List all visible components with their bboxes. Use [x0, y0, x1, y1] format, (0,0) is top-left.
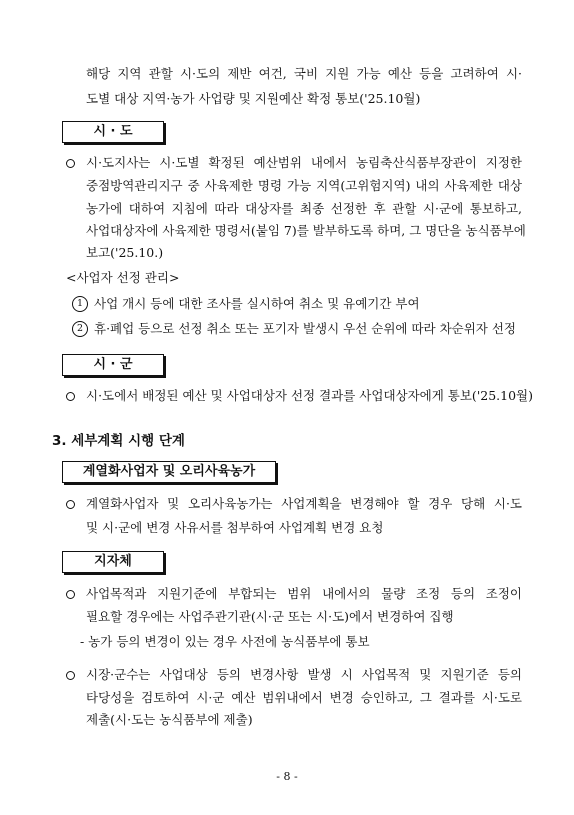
section-box-farm: 계열화사업자 및 오리사육농가	[62, 461, 276, 483]
sido-para-line-4: 사업대상자에 사육제한 명령서(붙임 7)를 발부하도록 하며, 그 명단을 농식품부에	[86, 223, 526, 238]
section-box-sigun: 시 · 군	[62, 354, 164, 376]
selection-item-2: 휴·폐업 등으로 선정 취소 또는 포기자 발생시 우선 순위에 따라 차순위자 선정	[94, 321, 517, 336]
section-3-title: 3. 세부계획 시행 단계	[52, 433, 185, 449]
sido-para-line-5: 보고('25.10.)	[86, 245, 164, 260]
farm-para-line-2: 및 시·군에 변경 사유서를 첨부하여 사업계획 변경 요청	[86, 520, 384, 535]
section-box-local: 지자체	[62, 551, 164, 573]
circle-bullet-icon	[66, 671, 75, 680]
section-box-sido: 시 · 도	[62, 121, 164, 143]
farm-para-line-1: 계열화사업자 및 오리사육농가는 사업계획을 변경해야 할 경우 당해 시·도	[86, 496, 522, 511]
local-para1-line-1: 사업목적과 지원기준에 부합되는 범위 내에서의 물량 조정 등의 조정이	[86, 586, 522, 601]
circle-bullet-icon	[66, 159, 75, 168]
circle-bullet-icon	[66, 500, 75, 509]
number-circle-2-icon: 2	[72, 321, 88, 337]
local-para1-line-2: 필요할 경우에는 사업주관기관(시·군 또는 시·도)에서 변경하여 집행	[86, 609, 454, 624]
sido-para-line-1: 시·도지사는 시·도별 확정된 예산범위 내에서 농림축산식품부장관이 지정한	[86, 155, 522, 170]
sigun-para: 시·도에서 배정된 예산 및 사업대상자 선정 결과를 사업대상자에게 통보('25.10월)	[86, 388, 533, 403]
local-para2-line-1: 시장·군수는 사업대상 등의 변경사항 발생 시 사업목적 및 지원기준 등의	[86, 667, 522, 682]
circle-bullet-icon	[66, 590, 75, 599]
sido-para-line-3: 농가에 대하여 지침에 따라 대상자를 최종 선정한 후 관할 시·군에 통보하고,	[86, 201, 522, 216]
local-para2-line-3: 제출(시·도는 농식품부에 제출)	[86, 712, 253, 727]
intro-line-2: 도별 대상 지역·농가 사업량 및 지원예산 확정 통보('25.10월)	[86, 91, 421, 106]
selection-item-1: 사업 개시 등에 대한 조사를 실시하여 취소 및 유예기간 부여	[94, 296, 420, 311]
sido-para-line-2: 중점방역관리지구 중 사육제한 명령 가능 지역(고위험지역) 내의 사육제한 대상	[86, 178, 522, 193]
selection-title: <사업자 선정 관리>	[66, 270, 180, 285]
page-number: - 8 -	[276, 770, 298, 783]
local-para2-line-2: 타당성을 검토하여 시·군 예산 범위내에서 변경 승인하고, 그 결과를 시·도로	[86, 690, 522, 705]
intro-line-1: 해당 지역 관할 시·도의 제반 여건, 국비 지원 가능 예산 등을 고려하여 시·	[86, 66, 522, 81]
circle-bullet-icon	[66, 392, 75, 401]
number-circle-1-icon: 1	[72, 296, 88, 312]
local-dash-item: - 농가 등의 변경이 있는 경우 사전에 농식품부에 통보	[80, 634, 370, 649]
